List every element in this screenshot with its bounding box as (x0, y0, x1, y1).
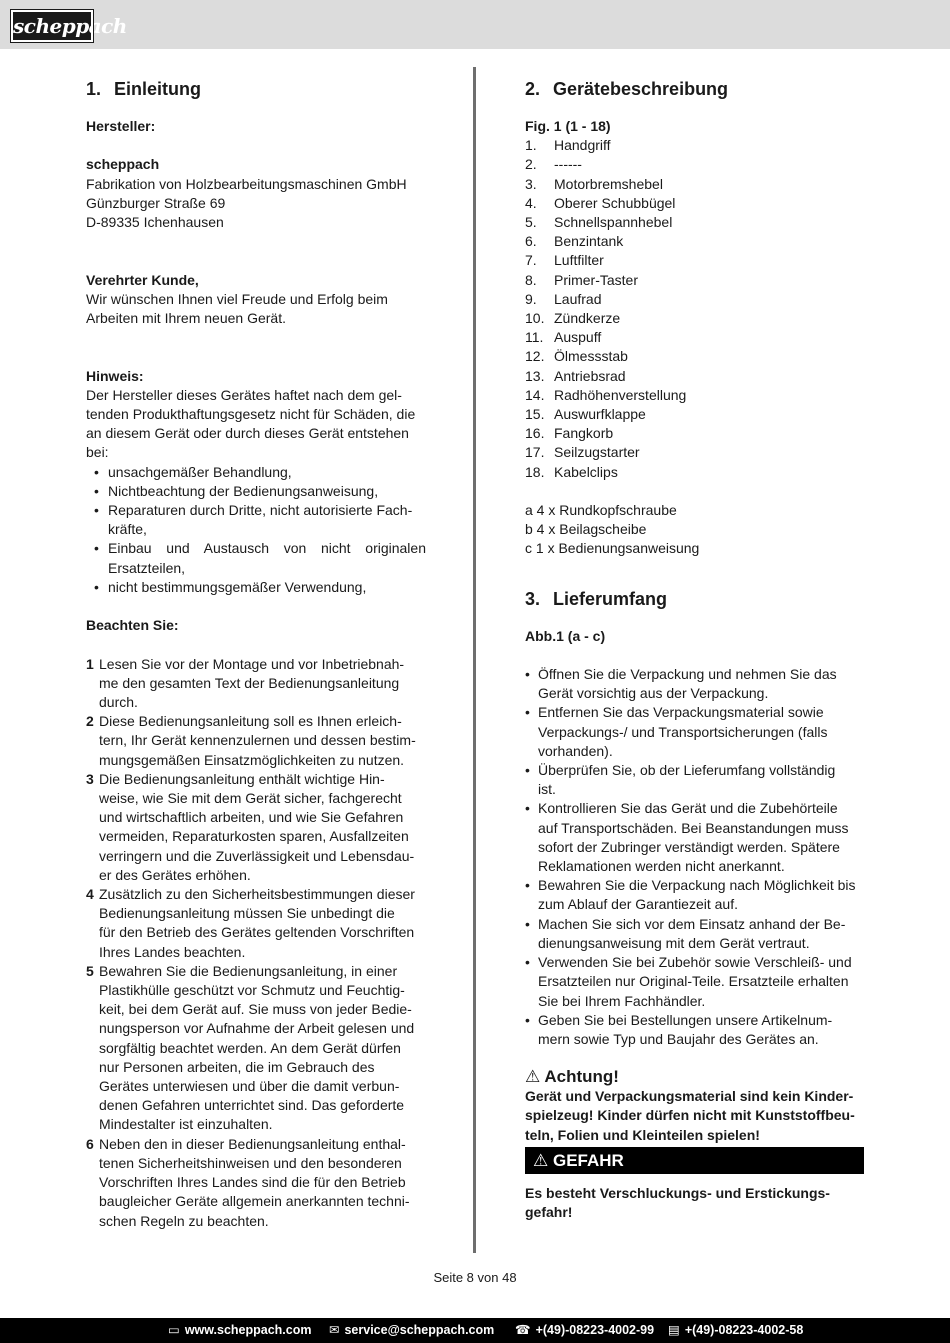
observe-item-line: denen Gefahren unterrichtet sind. Das geforderte (99, 1097, 405, 1114)
note-bullet-line: • nicht bestimmungsgemäßer Verwendung, (108, 578, 367, 595)
part-name: Schnellspannhebel (554, 214, 673, 231)
note-bullet (86, 463, 426, 482)
note-text-line: Der Hersteller dieses Gerätes haftet nach dem gel- (86, 386, 402, 403)
part-item (525, 251, 865, 270)
footer-phone-text: +(49)-08223-4002-99 (535, 1323, 655, 1337)
part-number: 13. (525, 367, 545, 384)
part-item (525, 309, 865, 328)
part-name: Auspuff (554, 329, 602, 346)
part-number: 1. (525, 137, 537, 154)
observe-item (86, 885, 426, 962)
scope-bullet-line: • Kontrollieren Sie das Gerät und die Zubehörteile (538, 800, 838, 817)
footer-email-text: service@scheppach.com (344, 1323, 495, 1337)
section-heading-scope-of-delivery (525, 588, 865, 610)
part-item (525, 155, 865, 174)
part-name: Ölmessstab (554, 348, 628, 365)
scope-bullet (525, 1011, 865, 1049)
note-bullet-line: • unsachgemäßer Behandlung, (108, 463, 292, 480)
envelope-icon: ✉ (329, 1323, 340, 1337)
part-item (525, 443, 865, 462)
part-number: 15. (525, 406, 545, 423)
note-bullet (86, 578, 426, 597)
accessory-line: c 1 x Bedienungsanweisung (525, 540, 700, 557)
part-name: Fangkorb (554, 425, 614, 442)
part-name: Handgriff (554, 137, 611, 154)
footer-fax-text: +(49)-08223-4002-58 (684, 1323, 804, 1337)
note-text-line: bei: (86, 444, 109, 461)
address-line: Günzburger Straße 69 (86, 194, 226, 211)
part-item (525, 136, 865, 155)
observe-item-line: nur Personen arbeiten, die im Gebrauch des (99, 1058, 375, 1075)
scope-bullet-line: • Überprüfen Sie, ob der Lieferumfang vollständig (538, 762, 836, 779)
observe-item-line: nungsperson vor Aufnahme der Arbeit gelesen und (99, 1020, 415, 1037)
note-label: Hinweis: (86, 367, 144, 384)
observe-item-number: 5 (86, 962, 94, 979)
observe-item-line: für den Betrieb des Gerätes geltenden Vorschriften (99, 924, 415, 941)
observe-item-number: 3 (86, 770, 94, 787)
part-number: 16. (525, 425, 545, 442)
observe-item-line: baugleicher Geräte allgemein anerkannten techni- (99, 1193, 410, 1210)
scope-bullet-line: sofort der Zubringer verständigt werden. Spätere (538, 838, 840, 855)
observe-item-line: Neben den in dieser Bedienungsanleitung enthal- (99, 1135, 406, 1152)
scope-bullet-line: mern sowie Typ und Baujahr des Gerätes an. (538, 1030, 819, 1047)
attention-text-line: teln, Folien und Kleinteilen spielen! (525, 1126, 760, 1143)
note-text-line: tenden Produkthaftungsgesetz nicht für Schäden, die (86, 406, 416, 422)
warning-triangle-icon: ⚠ (525, 1067, 541, 1087)
part-number: 3. (525, 175, 537, 192)
part-item (525, 232, 865, 251)
observe-list (86, 655, 426, 1231)
footer-website[interactable] (168, 1318, 311, 1343)
part-item (525, 194, 865, 213)
scope-bullet-line: • Verwenden Sie bei Zubehör sowie Verschleiß- und (538, 954, 852, 971)
attention-text-line: Gerät und Verpackungsmaterial sind kein Kinder- (525, 1088, 854, 1105)
section-number: 3. (525, 588, 541, 609)
section-heading-introduction (86, 78, 426, 100)
scope-bullet (525, 703, 865, 761)
observe-item-number: 2 (86, 713, 94, 730)
observe-item-line: Bedienungsanleitung müssen Sie unbedingt die (99, 905, 395, 922)
abb-label: Abb.1 (a - c) (525, 627, 606, 644)
note-bullet-line: • Reparaturen durch Dritte, nicht autorisierte Fach- (108, 502, 413, 519)
section-title: Einleitung (114, 79, 201, 99)
observe-item-line: Bewahren Sie die Bedienungsanleitung, in einer (99, 962, 398, 979)
part-number: 2. (525, 156, 537, 173)
note-bullet-line: kräfte, (108, 521, 147, 538)
part-name: Benzintank (554, 233, 624, 250)
footer-bar (0, 1318, 950, 1343)
scope-bullet-line: Verpackungs-/ und Transportsicherungen (falls (538, 723, 828, 740)
part-name: Seilzugstarter (554, 444, 640, 461)
scope-bullet-line: zum Ablauf der Garantiezeit auf. (538, 896, 738, 913)
part-number: 4. (525, 194, 537, 211)
observe-item (86, 655, 426, 713)
attention-text-line: spielzeug! Kinder dürfen nicht mit Kunststoffbeu- (525, 1107, 855, 1124)
danger-text-line: gefahr! (525, 1203, 573, 1220)
observe-item (86, 962, 426, 1135)
scheppach-logo: scheppach (11, 10, 93, 42)
part-name: Motorbremshebel (554, 175, 663, 192)
observe-item (86, 1135, 426, 1231)
observe-item-line: Gerätes unterwiesen und über die damit verbun- (99, 1078, 400, 1095)
footer-fax (668, 1318, 803, 1343)
footer-email[interactable] (329, 1318, 494, 1343)
observe-item-line: mungsgemäßen Einsatzmöglichkeiten zu nutzen. (99, 751, 405, 768)
part-item (525, 367, 865, 386)
attention-heading (525, 1067, 865, 1087)
footer-phone (515, 1318, 654, 1343)
scope-bullet-line: Ersatzteilen nur Original-Teile. Ersatzteile erhalten (538, 973, 849, 990)
part-item (525, 175, 865, 194)
section-number: 2. (525, 79, 541, 99)
part-number: 5. (525, 214, 537, 231)
left-column (86, 78, 426, 1231)
danger-title: GEFAHR (552, 1150, 624, 1170)
observe-item-line: verringern und die Zuverlässigkeit und Lebensdau- (99, 847, 415, 864)
note-bullet-line: • Einbau und Austausch von nicht originalen (108, 540, 426, 557)
part-name: Luftfilter (554, 252, 604, 269)
manufacturer-label: Hersteller: (86, 118, 156, 134)
part-item (525, 463, 865, 482)
observe-item-line: er des Gerätes erhöhen. (99, 866, 251, 883)
scope-bullet (525, 953, 865, 1011)
scope-bullet-line: Gerät vorsichtig aus der Verpackung. (538, 685, 769, 702)
phone-icon: ☎ (515, 1323, 531, 1337)
customer-text-line: Arbeiten mit Ihrem neuen Gerät. (86, 310, 286, 326)
observe-item-line: Zusätzlich zu den Sicherheitsbestimmungen dieser (99, 886, 415, 903)
address-line: D-89335 Ichenhausen (86, 214, 224, 230)
observe-item-line: tenen Sicherheitshinweisen und den besonderen (99, 1154, 402, 1171)
header-bar (0, 0, 950, 49)
scope-bullet (525, 761, 865, 799)
page-number: Seite 8 von 48 (433, 1270, 517, 1285)
part-name: Primer-Taster (554, 271, 639, 288)
scope-bullet (525, 665, 865, 703)
scope-bullet-line: • Geben Sie bei Bestellungen unsere Artikelnum- (538, 1011, 833, 1028)
warning-triangle-icon: ⚠ (533, 1150, 549, 1170)
scope-bullet-line: ist. (538, 781, 556, 798)
observe-label: Beachten Sie: (86, 617, 179, 634)
section-number: 1. (86, 79, 102, 99)
accessory-line: b 4 x Beilagscheibe (525, 521, 647, 538)
note-bullet (86, 482, 426, 501)
observe-item-line: schen Regeln zu beachten. (99, 1212, 269, 1229)
part-number: 17. (525, 444, 545, 461)
part-name: Auswurfklappe (554, 406, 646, 423)
part-item (525, 424, 865, 443)
fax-icon: ▤ (668, 1323, 680, 1337)
part-number: 10. (525, 310, 545, 327)
observe-item-number: 6 (86, 1135, 94, 1152)
observe-item-line: Diese Bedienungsanleitung soll es Ihnen erleich- (99, 713, 402, 730)
part-name: Radhöhenverstellung (554, 386, 687, 403)
observe-item (86, 712, 426, 770)
scope-bullet (525, 876, 865, 914)
observe-item-number: 1 (86, 655, 94, 672)
observe-item-line: keit, bei dem Gerät auf. Sie muss von jeder Bedie- (99, 1001, 412, 1018)
note-bullet-line: Ersatzteilen, (108, 559, 186, 576)
observe-item-line: Mindestalter ist einzuhalten. (99, 1116, 273, 1133)
danger-box (525, 1147, 864, 1174)
observe-item-line: Vorschriften Ihres Landes sind die für den Betrieb (99, 1174, 406, 1191)
company-name: scheppach (86, 156, 160, 173)
danger-text-line: Es besteht Verschluckungs- und Erstickungs- (525, 1184, 830, 1201)
part-item (525, 328, 865, 347)
observe-item-line: Plastikhülle geschützt vor Schmutz und Feuchtig- (99, 982, 405, 999)
column-divider (473, 67, 476, 1253)
part-item (525, 213, 865, 232)
part-name: Antriebsrad (554, 367, 626, 384)
part-item (525, 347, 865, 366)
part-number: 14. (525, 386, 545, 403)
observe-item-line: Lesen Sie vor der Montage und vor Inbetriebnah- (99, 655, 405, 672)
scope-bullet-line: • Machen Sie sich vor dem Einsatz anhand der Be- (538, 915, 846, 932)
observe-item-number: 4 (86, 886, 94, 903)
address-line: Fabrikation von Holzbearbeitungsmaschinen GmbH (86, 175, 407, 192)
observe-item-line: vermeiden, Reparaturkosten sparen, Ausfallzeiten (99, 828, 409, 845)
scope-bullet-line: auf Transportschäden. Bei Beanstandungen muss (538, 819, 849, 836)
part-name: Laufrad (554, 290, 602, 307)
observe-item-line: durch. (99, 694, 138, 711)
part-name: Kabelclips (554, 463, 618, 480)
footer-website-text: www.scheppach.com (184, 1323, 312, 1337)
observe-item-line: sorgfältig beachtet werden. An dem Gerät dürfen (99, 1039, 401, 1056)
figure-label: Fig. 1 (1 - 18) (525, 118, 611, 134)
observe-item-line: Die Bedienungsanleitung enthält wichtige Hin- (99, 770, 385, 787)
observe-item-line: Ihres Landes beachten. (99, 943, 246, 960)
scope-list (525, 665, 865, 1049)
observe-item-line: tern, Ihr Gerät kennenzulernen und dessen bestim- (99, 732, 416, 749)
section-title: Gerätebeschreibung (553, 79, 729, 99)
scope-bullet-line: Reklamationen werden nicht anerkannt. (538, 858, 785, 875)
customer-text-line: Wir wünschen Ihnen viel Freude und Erfolg beim (86, 290, 388, 307)
parts-list (525, 136, 865, 482)
part-number: 9. (525, 290, 537, 307)
part-name: Oberer Schubbügel (554, 194, 676, 211)
part-number: 12. (525, 348, 545, 365)
note-bullet-line: • Nichtbeachtung der Bedienungsanweisung, (108, 482, 379, 499)
section-title: Lieferumfang (553, 588, 668, 609)
part-item (525, 290, 865, 309)
observe-item-line: weise, wie Sie mit dem Gerät sicher, fachgerecht (99, 790, 402, 807)
attention-title: Achtung! (544, 1067, 619, 1087)
scope-bullet (525, 799, 865, 876)
part-number: 6. (525, 233, 537, 250)
scope-bullet (525, 915, 865, 953)
part-number: 11. (525, 329, 544, 346)
part-name: Zündkerze (554, 310, 621, 327)
part-number: 7. (525, 252, 537, 269)
scope-bullet-line: Sie bei Ihrem Fachhändler. (538, 992, 706, 1009)
observe-item-line: me den gesamten Text der Bedienungsanleitung (99, 674, 400, 691)
customer-label: Verehrter Kunde, (86, 271, 199, 288)
scope-bullet-line: • Öffnen Sie die Verpackung und nehmen Sie das (538, 666, 837, 683)
part-item (525, 271, 865, 290)
observe-item (86, 770, 426, 885)
section-heading-device-description (525, 78, 865, 100)
part-item (525, 386, 865, 405)
part-number: 8. (525, 271, 537, 288)
part-item (525, 405, 865, 424)
observe-item-line: und wirtschaftlich arbeiten, und wie Sie Gefahren (99, 809, 404, 826)
note-bullet (86, 539, 426, 577)
accessory-line: a 4 x Rundkopfschraube (525, 502, 677, 519)
note-text-line: an diesem Gerät oder durch dieses Gerät entstehen (86, 425, 409, 442)
part-name: ------ (554, 156, 582, 173)
scope-bullet-line: vorhanden). (538, 742, 613, 759)
note-bullet (86, 501, 426, 539)
part-number: 18. (525, 463, 545, 480)
monitor-icon: ▭ (168, 1323, 180, 1337)
scope-bullet-line: dienungsanweisung mit dem Gerät vertraut. (538, 934, 810, 951)
scope-bullet-line: • Bewahren Sie die Verpackung nach Möglichkeit bis (538, 877, 856, 894)
right-column (525, 78, 865, 1222)
scope-bullet-line: • Entfernen Sie das Verpackungsmaterial sowie (538, 704, 824, 721)
